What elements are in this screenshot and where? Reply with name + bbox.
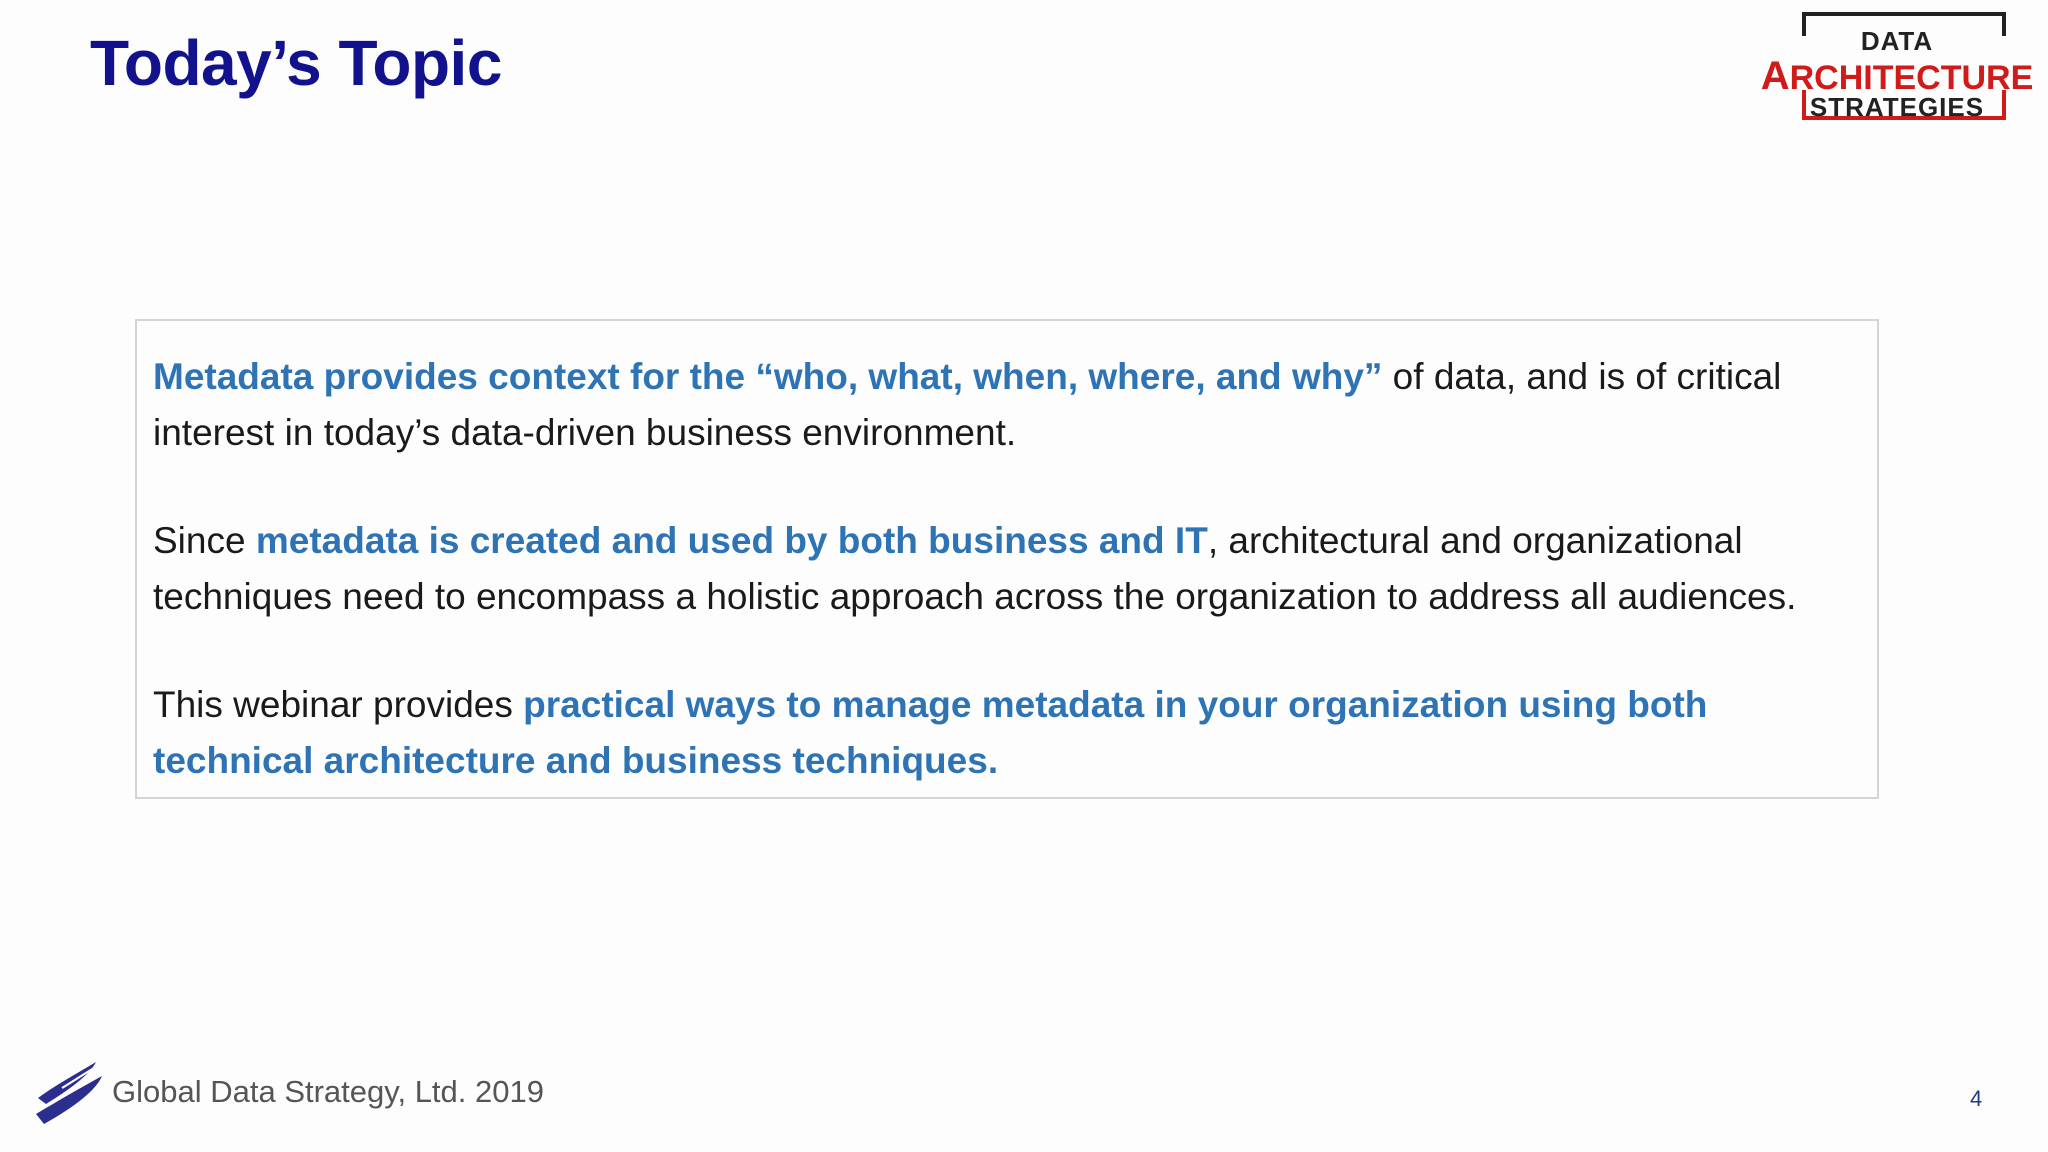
body-text: This webinar provides	[153, 684, 524, 725]
paragraph-business-and-it	[153, 513, 1863, 625]
body-text: of data, and is of critical interest in today’s data-driven business environment.	[153, 356, 1782, 453]
highlight-text: practical ways to manage metadata in your organization using both technical architecture and business techniques.	[153, 684, 1708, 781]
data-architecture-strategies-logo	[1760, 12, 2034, 134]
topic-text-box	[135, 319, 1879, 799]
slide-title: Today’s Topic	[90, 27, 502, 99]
highlight-text: metadata is created and used by both business and IT	[255, 520, 1208, 561]
logo-initial: A	[1760, 54, 1790, 98]
body-text: Since	[153, 520, 256, 561]
logo-line-2-rest: RCHITECTURE	[1789, 59, 2034, 97]
swoosh-logo-icon	[32, 1058, 104, 1128]
logo-line-1: DATA	[1860, 26, 1934, 56]
footer-company-text: Global Data Strategy, Ltd. 2019	[112, 1074, 544, 1109]
page-number: 4	[1970, 1086, 1983, 1111]
body-text: , architectural and organizational techniques need to encompass a holistic approach across the organization to address all audiences.	[153, 520, 1797, 617]
logo-line-3: STRATEGIES	[1809, 92, 1985, 122]
highlight-text: Metadata provides context for the “who, what, when, where, and why”	[153, 356, 1383, 397]
paragraph-webinar-summary	[153, 677, 1863, 789]
paragraph-metadata-context	[153, 349, 1863, 461]
